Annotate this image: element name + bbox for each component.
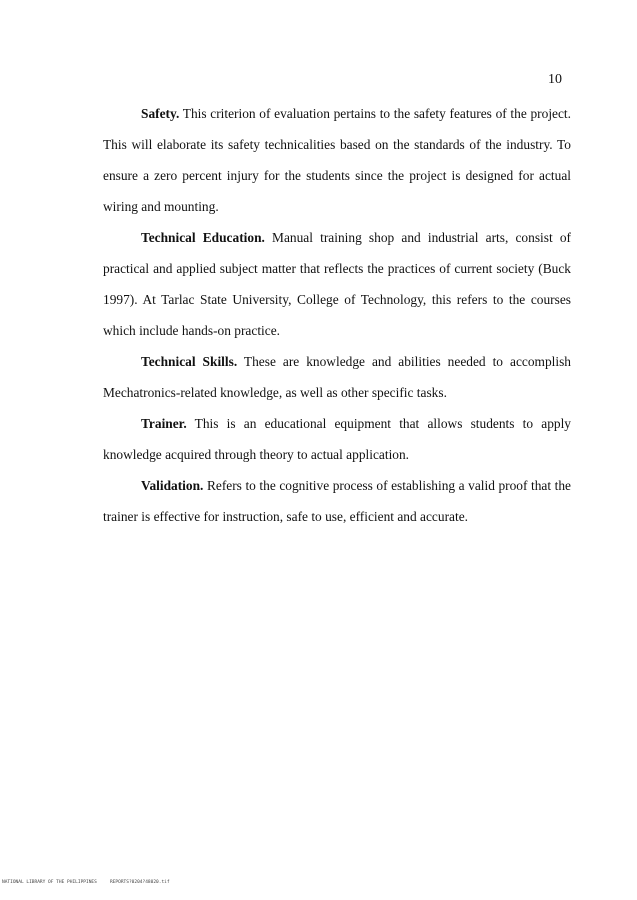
definition-term: Validation. xyxy=(141,478,204,493)
scan-footer xyxy=(0,880,637,895)
definitions-body xyxy=(103,98,571,532)
definition-trainer xyxy=(103,408,571,470)
definition-text: Manual training shop and industrial arts, consist of practical and applied subject matter that reflects the practices of current society (Buck 1997). At Tarlac State University, College of Technology, this refers to the courses which include hands-on practice. xyxy=(103,230,571,338)
definition-term: Trainer. xyxy=(141,416,187,431)
definition-term: Safety. xyxy=(141,106,180,121)
definition-validation xyxy=(103,470,571,532)
definition-technical-education xyxy=(103,222,571,346)
definition-text: This criterion of evaluation pertains to the safety features of the project. This will elaborate its safety technicalities based on the standards of the industry. To ensure a zero percent injury for the students since the project is designed for actual wiring and mounting. xyxy=(103,106,571,214)
page-number: 10 xyxy=(548,72,562,87)
definition-technical-skills xyxy=(103,346,571,408)
definition-text: Refers to the cognitive process of establishing a valid proof that the trainer is effective for instruction, safe to use, efficient and accurate. xyxy=(103,478,571,524)
footer-code: REPORTS?0204?48020.tif xyxy=(110,880,170,885)
footer-library: NATIONAL LIBRARY OF THE PHILIPPINES xyxy=(2,880,97,885)
definition-safety xyxy=(103,98,571,222)
definition-text: These are knowledge and abilities needed to accomplish Mechatronics-related knowledge, as well as other specific tasks. xyxy=(103,354,571,400)
definition-term: Technical Skills. xyxy=(141,354,238,369)
definition-term: Technical Education. xyxy=(141,230,265,245)
definition-text: This is an educational equipment that allows students to apply knowledge acquired through theory to actual application. xyxy=(103,416,571,462)
